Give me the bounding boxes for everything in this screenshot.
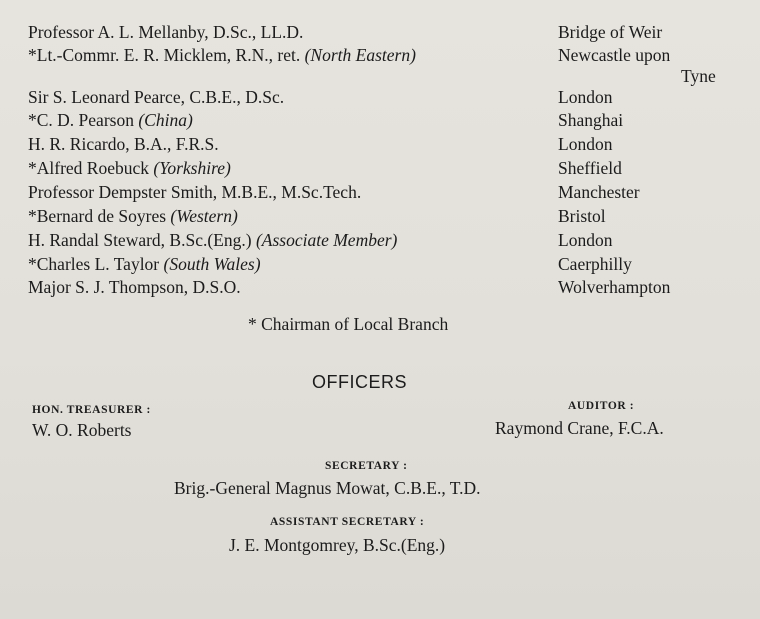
branch-label: (South Wales) [163,254,261,274]
member-row [28,21,728,43]
secretary-name: Brig.-General Magnus Mowat, C.B.E., T.D. [174,478,481,498]
branch-label: (Associate Member) [255,230,398,250]
member-place: London [558,230,613,250]
member-row [28,229,728,251]
treasurer-name: W. O. Roberts [32,420,132,440]
branch-label: (Yorkshire) [153,158,231,178]
member-place: Sheffield [558,158,622,178]
place-continuation: Tyne [681,66,716,86]
member-row [28,253,728,275]
member-place: Newcastle upon [558,45,671,65]
member-row [28,157,728,179]
secretary-role: SECRETARY : [325,460,408,472]
treasurer-role: HON. TREASURER : [32,404,151,416]
member-name: *Alfred Roebuck (Yorkshire) [28,158,231,178]
member-name: H. Randal Steward, B.Sc.(Eng.) (Associate Member) [28,230,398,250]
member-row [28,133,728,155]
member-row [28,44,728,66]
member-row [28,109,728,131]
member-place: London [558,134,613,154]
member-name: H. R. Ricardo, B.A., F.R.S. [28,134,219,154]
member-row [28,205,728,227]
auditor-name: Raymond Crane, F.C.A. [495,418,664,438]
assistant-secretary-role: ASSISTANT SECRETARY : [270,516,425,528]
member-place: London [558,87,613,107]
member-place: Bridge of Weir [558,22,663,42]
member-place: Wolverhampton [558,277,671,297]
member-place: Manchester [558,182,640,202]
member-place: Caerphilly [558,254,632,274]
member-name: *Lt.-Commr. E. R. Micklem, R.N., ret. (North Eastern) [28,45,416,65]
member-row [28,276,728,298]
member-name: *Bernard de Soyres (Western) [28,206,238,226]
member-name: Sir S. Leonard Pearce, C.B.E., D.Sc. [28,87,285,107]
member-name: *Charles L. Taylor (South Wales) [28,254,261,274]
branch-label: (Western) [170,206,238,226]
section-heading: OFFICERS [312,372,408,392]
assistant-secretary-name: J. E. Montgomrey, B.Sc.(Eng.) [229,535,446,555]
member-place: Shanghai [558,110,624,130]
member-name: *C. D. Pearson (China) [28,110,193,130]
member-place: Bristol [558,206,606,226]
member-name: Major S. J. Thompson, D.S.O. [28,277,241,297]
member-name: Professor A. L. Mellanby, D.Sc., LL.D. [28,22,304,42]
branch-label: (North Eastern) [304,45,416,65]
member-row [28,86,728,108]
footnote: * Chairman of Local Branch [248,314,449,334]
member-name: Professor Dempster Smith, M.B.E., M.Sc.Tech. [28,182,362,202]
branch-label: (China) [138,110,193,130]
auditor-role: AUDITOR : [568,400,635,412]
member-row [28,181,728,203]
